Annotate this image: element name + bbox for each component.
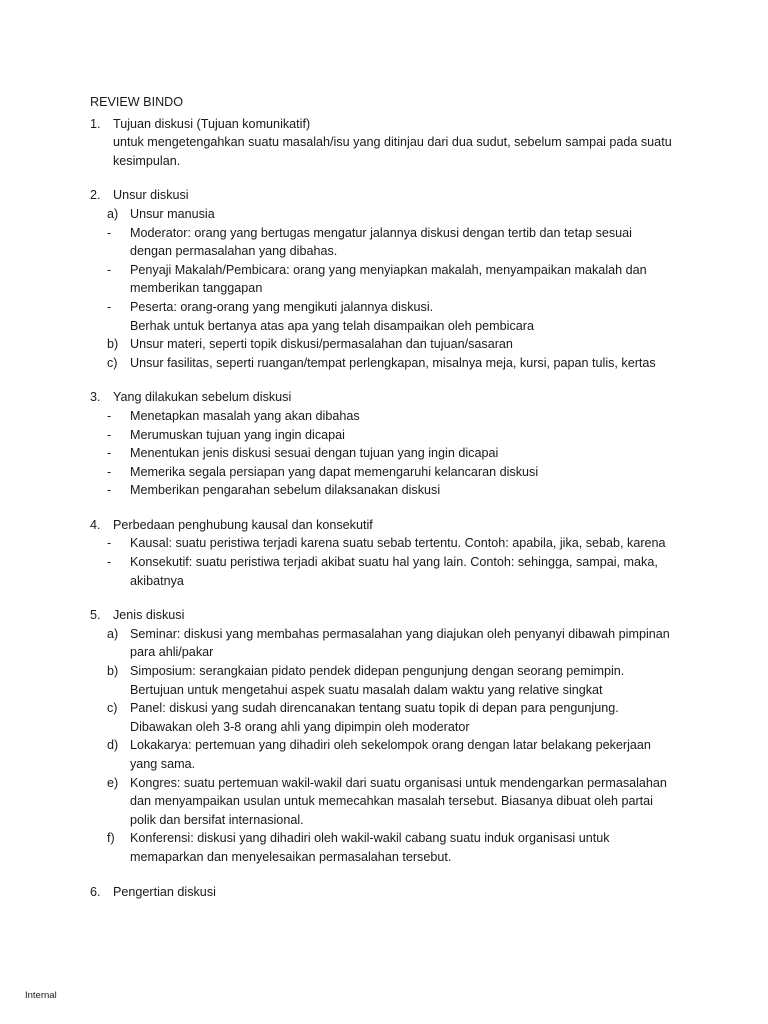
section-heading — [90, 516, 690, 535]
list-item-line: Moderator: orang yang bertugas mengatur jalannya diskusi dengan tertib dan tetap sesuai — [130, 225, 632, 240]
list-marker: - — [107, 408, 112, 423]
list-item — [90, 662, 690, 699]
sections-container — [90, 115, 690, 902]
list-item — [90, 699, 690, 736]
list-item-line: Menetapkan masalah yang akan dibahas — [130, 408, 360, 423]
list-item-line: Memberikan pengarahan sebelum dilaksanakan diskusi — [130, 483, 441, 498]
list-item-line: memberikan tanggapan — [130, 281, 263, 296]
footer-classification-label: Internal — [25, 990, 57, 1001]
section-heading-text: Perbedaan penghubung kausal dan konsekutif — [113, 517, 373, 532]
section-number: 1. — [90, 116, 101, 131]
section-text-line: untuk mengetengahkan suatu masalah/isu yang ditinjau dari dua sudut, sebelum sampai pada suatu — [113, 135, 672, 150]
list-item — [90, 553, 690, 590]
section-heading-text: Pengertian diskusi — [113, 884, 216, 899]
list-item-line: Panel: diskusi yang sudah direncanakan tentang suatu topik di depan para pengunjung. — [130, 701, 619, 716]
list-item — [90, 829, 690, 866]
section-heading — [90, 606, 690, 625]
list-marker: - — [107, 427, 112, 442]
list-item-line: Unsur fasilitas, seperti ruangan/tempat perlengkapan, misalnya meja, kursi, papan tulis, kertas — [130, 355, 656, 370]
section-heading — [90, 883, 690, 902]
list-marker: b) — [107, 337, 119, 352]
list-marker: c) — [107, 355, 118, 370]
list-item-line: Memerika segala persiapan yang dapat memengaruhi kelancaran diskusi — [130, 464, 539, 479]
list-marker: e) — [107, 775, 119, 790]
list-item-line: Berhak untuk bertanya atas apa yang telah disampaikan oleh pembicara — [130, 318, 534, 333]
list-item-line: Merumuskan tujuan yang ingin dicapai — [130, 427, 345, 442]
list-item-line: Penyaji Makalah/Pembicara: orang yang menyiapkan makalah, menyampaikan makalah dan — [130, 262, 647, 277]
list-marker: b) — [107, 664, 119, 679]
section-number: 4. — [90, 517, 101, 532]
list-marker: - — [107, 555, 112, 570]
document-body — [90, 93, 690, 901]
list-item — [90, 407, 690, 426]
list-marker: - — [107, 536, 112, 551]
list-item-line: Peserta: orang-orang yang mengikuti jalannya diskusi. — [130, 299, 434, 314]
list-item — [90, 534, 690, 553]
list-marker: - — [107, 225, 112, 240]
section-3 — [90, 388, 690, 500]
list-item-line: Kongres: suatu pertemuan wakil-wakil dari suatu organisasi untuk mendengarkan permasalahan — [130, 775, 667, 790]
list-item-line: Lokakarya: pertemuan yang dihadiri oleh sekelompok orang dengan latar belakang pekerjaan — [130, 738, 651, 753]
list-item-line: para ahli/pakar — [130, 645, 214, 660]
list-item — [90, 444, 690, 463]
list-item — [90, 224, 690, 261]
section-heading-text: Unsur diskusi — [113, 188, 189, 203]
section-heading-text: Yang dilakukan sebelum diskusi — [113, 390, 292, 405]
list-marker: d) — [107, 738, 119, 753]
document-title: REVIEW BINDO — [90, 95, 184, 109]
section-6 — [90, 883, 690, 902]
list-item — [90, 335, 690, 354]
section-heading — [90, 388, 690, 407]
list-item-line: Dibawakan oleh 3-8 orang ahli yang dipimpin oleh moderator — [130, 719, 470, 734]
list-item — [90, 298, 690, 335]
list-marker: f) — [107, 831, 115, 846]
section-heading — [90, 186, 690, 205]
list-item-line: Seminar: diskusi yang membahas permasalahan yang diajukan oleh penyanyi dibawah pimpinan — [130, 626, 670, 641]
section-4 — [90, 516, 690, 590]
list-item-line: Konferensi: diskusi yang dihadiri oleh wakil-wakil cabang suatu induk organisasi untuk — [130, 831, 610, 846]
list-item-line: Unsur manusia — [130, 206, 215, 221]
list-marker: - — [107, 464, 112, 479]
list-item-line: dengan permasalahan yang dibahas. — [130, 244, 338, 259]
list-item — [90, 625, 690, 662]
list-item — [90, 481, 690, 500]
list-item — [90, 426, 690, 445]
section-1 — [90, 115, 690, 171]
section-number: 3. — [90, 390, 101, 405]
list-item-line: Simposium: serangkaian pidato pendek didepan pengunjung dengan seorang pemimpin. — [130, 664, 625, 679]
list-item — [90, 205, 690, 224]
list-marker: a) — [107, 626, 119, 641]
list-item-line: yang sama. — [130, 757, 196, 771]
list-item-line: Kausal: suatu peristiwa terjadi karena suatu sebab tertentu. Contoh: apabila, jika, sebab, karena — [130, 536, 666, 551]
list-item — [90, 736, 690, 773]
section-heading-text: Tujuan diskusi (Tujuan komunikatif) — [113, 116, 311, 131]
section-number: 2. — [90, 188, 101, 203]
list-item — [90, 261, 690, 298]
list-item-line: Unsur materi, seperti topik diskusi/permasalahan dan tujuan/sasaran — [130, 337, 513, 352]
list-item-line: akibatnya — [130, 573, 184, 588]
list-marker: - — [107, 299, 112, 314]
list-marker: - — [107, 483, 112, 498]
section-2 — [90, 186, 690, 372]
list-item-line: Menentukan jenis diskusi sesuai dengan tujuan yang ingin dicapai — [130, 446, 499, 461]
section-text-line: kesimpulan. — [113, 153, 181, 168]
section-heading-text: Jenis diskusi — [113, 608, 185, 623]
list-marker: - — [107, 262, 112, 277]
section-heading — [90, 115, 690, 134]
list-item — [90, 774, 690, 830]
list-item — [90, 354, 690, 373]
list-item — [90, 463, 690, 482]
list-item-line: polik dan bersifat internasional. — [130, 812, 304, 827]
section-5 — [90, 606, 690, 866]
list-item-line: memaparkan dan menyelesaikan permasalahan tersebut. — [130, 849, 452, 864]
list-marker: a) — [107, 206, 119, 221]
list-marker: - — [107, 446, 112, 461]
section-number: 6. — [90, 884, 101, 899]
section-number: 5. — [90, 608, 101, 623]
list-marker: c) — [107, 701, 118, 716]
list-item-line: Konsekutif: suatu peristiwa terjadi akibat suatu hal yang lain. Contoh: sehingga, sampai, maka, — [130, 555, 658, 570]
list-item-line: Bertujuan untuk mengetahui aspek suatu masalah dalam waktu yang relative singkat — [130, 682, 603, 697]
list-item-line: dan menyampaikan usulan untuk memecahkan masalah tersebut. Biasanya dibuat oleh partai — [130, 794, 653, 809]
